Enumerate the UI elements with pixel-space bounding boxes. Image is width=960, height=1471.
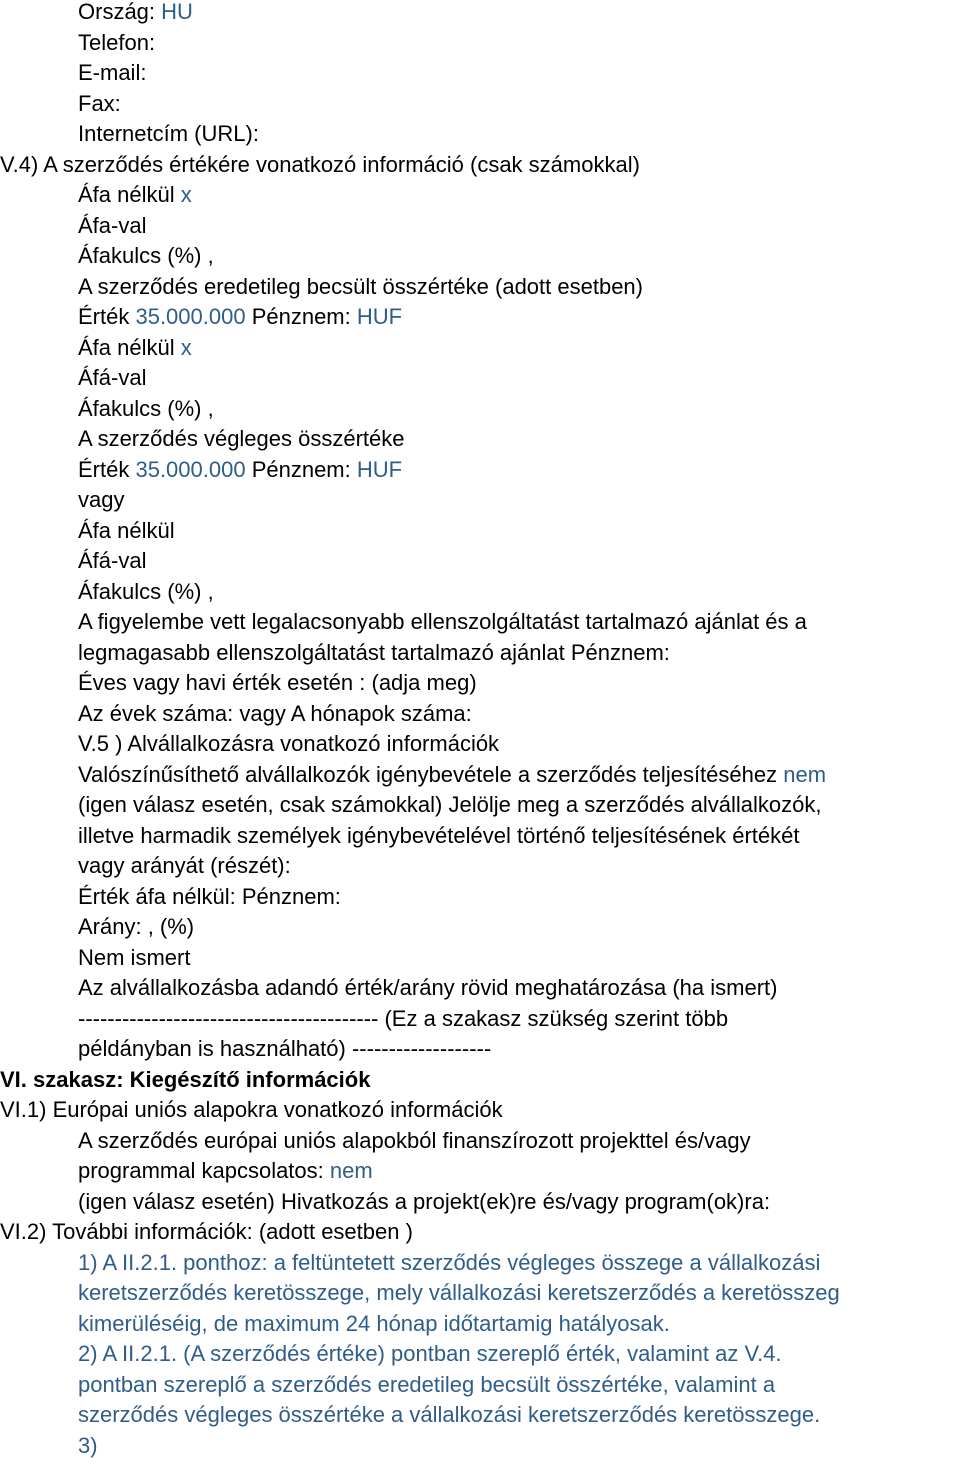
- line-separator-1: ----------------------------------------- (Ez a szakasz szükség szerint több: [78, 1006, 729, 1031]
- value-alvallalkozok: nem: [783, 762, 827, 787]
- line-afa-nelkul-3: Áfa nélkül: [78, 518, 175, 543]
- line-orszag: Ország: HU: [78, 0, 193, 24]
- line-eves-havi: Éves vagy havi érték esetén : (adja meg): [78, 670, 477, 695]
- section-heading-vi1: VI.1) Európai uniós alapokra vonatkozó információk: [0, 1097, 503, 1122]
- info-line-7: 3): [78, 1433, 98, 1458]
- line-harmadik-szemelyek: illetve harmadik személyek igénybevételével történő teljesítésének értékét: [78, 823, 800, 848]
- line-afa-val-3: Áfá-val: [78, 548, 147, 573]
- line-evek-honapok: Az évek száma: vagy A hónapok száma:: [78, 701, 472, 726]
- info-line-6: szerződés végleges összértéke a vállalkozási keretszerződés keretösszege.: [78, 1402, 821, 1427]
- line-aranyat: vagy arányát (részét):: [78, 853, 291, 878]
- section-heading-v5: V.5 ) Alvállalkozásra vonatkozó információk: [78, 731, 500, 756]
- line-hivatkozas: (igen válasz esetén) Hivatkozás a projekt(ek)re és/vagy program(ok)ra:: [78, 1189, 771, 1214]
- line-legmagasabb: legmagasabb ellenszolgáltatást tartalmazó ajánlat Pénznem:: [78, 640, 670, 665]
- line-ertek-2: Érték 35.000.000 Pénznem: HUF: [78, 457, 403, 482]
- line-nem-ismert: Nem ismert: [78, 945, 191, 970]
- value-afa-nelkul-2: x: [180, 335, 192, 360]
- line-afa-nelkul-2: Áfa nélkül x: [78, 335, 192, 360]
- line-telefon: Telefon:: [78, 30, 156, 55]
- line-afakulcs-3: Áfakulcs (%) ,: [78, 579, 214, 604]
- info-line-1: 1) A II.2.1. ponthoz: a feltüntetett szerződés végleges összege a vállalkozási: [78, 1250, 821, 1275]
- value-orszag: HU: [161, 0, 193, 24]
- line-programmal: programmal kapcsolatos: nem: [78, 1158, 373, 1183]
- line-afakulcs-2: Áfakulcs (%) ,: [78, 396, 214, 421]
- value-programmal: nem: [329, 1158, 373, 1183]
- line-becsult-osszertek: A szerződés eredetileg becsült összértéke (adott esetben): [78, 274, 643, 299]
- info-line-3: kimerüléséig, de maximum 24 hónap időtartamig hatályosak.: [78, 1311, 670, 1336]
- line-igen-valasz-1: (igen válasz esetén, csak számokkal) Jelölje meg a szerződés alvállalkozók,: [78, 792, 822, 817]
- section-heading-vi: VI. szakasz: Kiegészítő információk: [0, 1067, 371, 1092]
- line-separator-2: példányban is használható) -------------------: [78, 1036, 492, 1061]
- line-afakulcs-1: Áfakulcs (%) ,: [78, 243, 214, 268]
- line-vagy: vagy: [78, 487, 125, 512]
- section-heading-v4: V.4) A szerződés értékére vonatkozó információ (csak számokkal): [0, 152, 640, 177]
- line-email: E-mail:: [78, 60, 147, 85]
- line-legalacsonyabb: A figyelembe vett legalacsonyabb ellenszolgáltatást tartalmazó ajánlat és a: [78, 609, 807, 634]
- line-url: Internetcím (URL):: [78, 121, 259, 146]
- value-ertek-1: 35.000.000: [135, 304, 246, 329]
- line-afa-nelkul-1: Áfa nélkül x: [78, 182, 192, 207]
- line-fax: Fax:: [78, 91, 121, 116]
- line-afa-val-1: Áfa-val: [78, 213, 147, 238]
- line-ertek-afa-nelkul: Érték áfa nélkül: Pénznem:: [78, 884, 341, 909]
- line-arany: Arány: , (%): [78, 914, 195, 939]
- section-heading-vi2: VI.2) További információk: (adott esetben ): [0, 1219, 413, 1244]
- line-eu-alapok: A szerződés európai uniós alapokból finanszírozott projekttel és/vagy: [78, 1128, 751, 1153]
- info-line-2: keretszerződés keretösszege, mely vállalkozási keretszerződés a keretösszeg: [78, 1280, 840, 1305]
- line-ertek-1: Érték 35.000.000 Pénznem: HUF: [78, 304, 403, 329]
- line-afa-val-2: Áfá-val: [78, 365, 147, 390]
- value-afa-nelkul-1: x: [180, 182, 192, 207]
- value-penznem-2: HUF: [356, 457, 403, 482]
- line-rovid-meghatarozas: Az alvállalkozásba adandó érték/arány rövid meghatározása (ha ismert): [78, 975, 778, 1000]
- info-line-5: pontban szereplő a szerződés eredetileg becsült összértéke, valamint a: [78, 1372, 776, 1397]
- value-penznem-1: HUF: [356, 304, 403, 329]
- line-alvallalkozok: Valószínűsíthető alvállalkozók igénybevétele a szerződés teljesítéséhez nem: [78, 762, 827, 787]
- value-ertek-2: 35.000.000: [135, 457, 246, 482]
- info-line-4: 2) A II.2.1. (A szerződés értéke) pontban szereplő érték, valamint az V.4.: [78, 1341, 782, 1366]
- line-vegleges-osszertek: A szerződés végleges összértéke: [78, 426, 405, 451]
